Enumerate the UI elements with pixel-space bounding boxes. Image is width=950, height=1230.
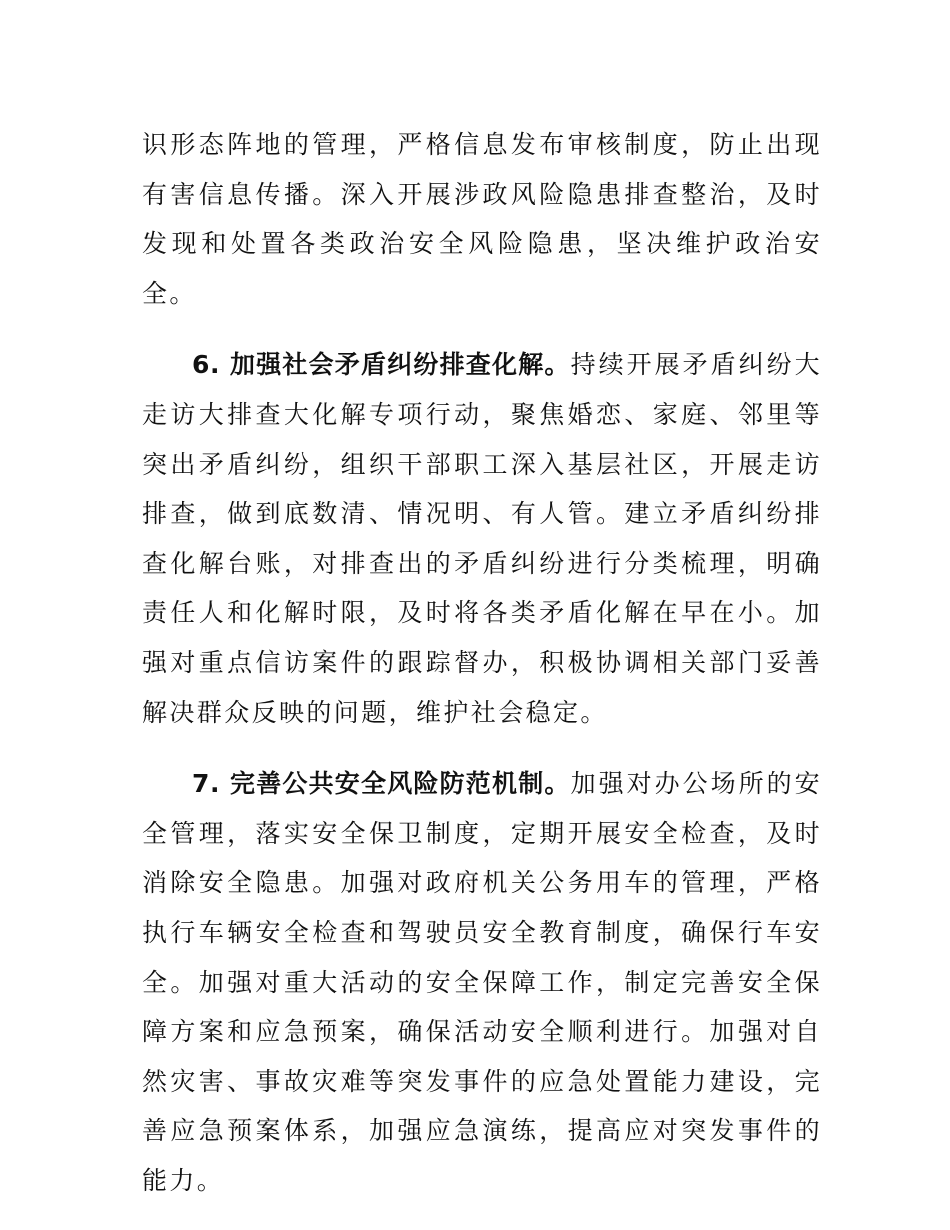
paragraph-heading: 6. 加强社会矛盾纠纷排查化解。 [192, 350, 571, 380]
paragraph-item-6 [142, 340, 822, 737]
paragraph-body-text: 识形态阵地的管理，严格信息发布审核制度，防止出现有害信息传播。深入开展涉政风险隐患排查整治，及时发现和处置各类政治安全风险隐患，坚决维护政治安全。 [142, 130, 822, 308]
paragraph-item-7 [142, 759, 822, 1205]
paragraph-body-text: 持续开展矛盾纠纷大走访大排查大化解专项行动，聚焦婚恋、家庭、邻里等突出矛盾纠纷，组织干部职工深入基层社区，开展走访排查，做到底数清、情况明、有人管。建立矛盾纠纷排查化解台账，对排查出的矛盾纠纷进行分类梳理，明确责任人和化解时限，及时将各类矛盾化解在早在小。加强对重点信访案件的跟踪督办，积极协调相关部门妥善解决群众反映的问题，维护社会稳定。 [142, 350, 822, 727]
paragraph-body-text: 加强对办公场所的安全管理，落实安全保卫制度，定期开展安全检查，及时消除安全隐患。加强对政府机关公务用车的管理，严格执行车辆安全检查和驾驶员安全教育制度，确保行车安全。加强对重大活动的安全保障工作，制定完善安全保障方案和应急预案，确保活动安全顺利进行。加强对自然灾害、事故灾难等突发事件的应急处置能力建设，完善应急预案体系，加强应急演练，提高应对突发事件的能力。 [142, 769, 822, 1195]
paragraph-continued [142, 120, 822, 318]
document-body [142, 120, 822, 1205]
paragraph-heading: 7. 完善公共安全风险防范机制。 [192, 769, 571, 799]
